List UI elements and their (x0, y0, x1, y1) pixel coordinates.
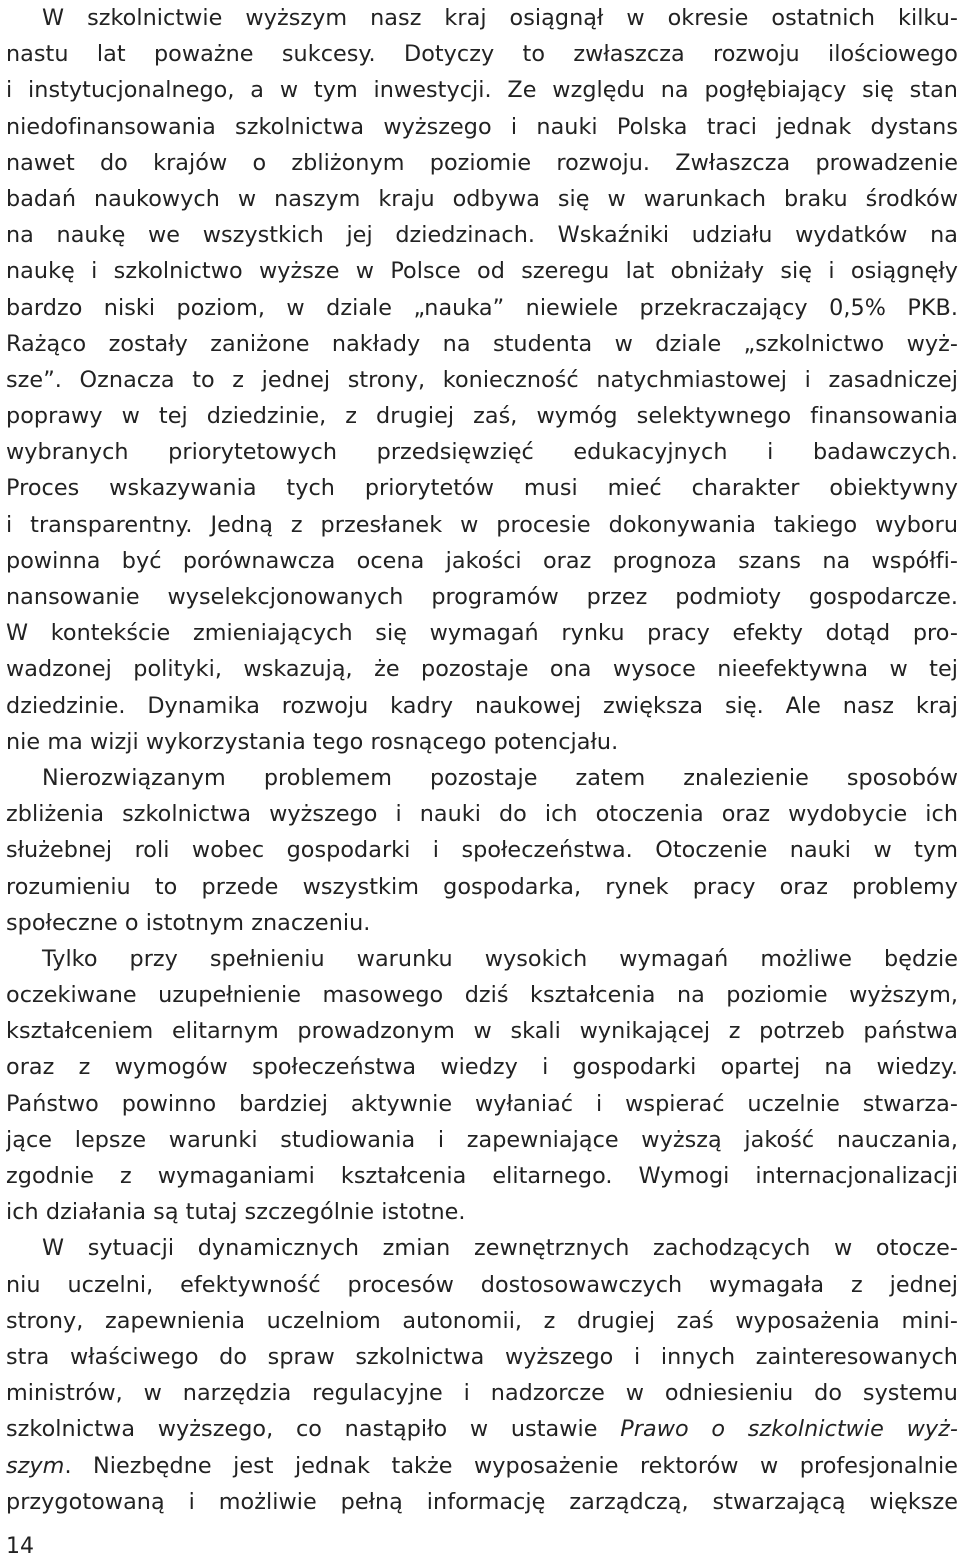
text-line: Rażąco zostały zaniżone nakłady na studenta w dziale „szkolnictwo wyż- (6, 330, 958, 357)
text-line: niedofinansowania szkolnictwa wyższego i nauki Polska traci jednak dystans (6, 113, 958, 140)
text-line: oczekiwane uzupełnienie masowego dziś kształcenia na poziomie wyższym, (6, 982, 958, 1009)
text-line: i instytucjonalnego, a w tym inwestycji. Ze względu na pogłębiający się stan (6, 77, 958, 104)
text-line: ich działania są tutaj szczególnie istotne. (6, 1199, 466, 1226)
text-line: bardzo niski poziom, w dziale „nauka” niewiele przekraczający 0,5% PKB. (6, 294, 958, 321)
text-line: stra właściwego do spraw szkolnictwa wyższego i innych zainteresowanych (6, 1343, 958, 1370)
text-line: wybranych priorytetowych przedsięwzięć edukacyjnych i badawczych. (6, 439, 958, 466)
text-line: Państwo powinno bardziej aktywnie wyłaniać i wspierać uczelnie stwarza- (6, 1090, 958, 1117)
paragraph-2 (6, 760, 958, 941)
paragraph-1 (6, 0, 958, 760)
text-line: Tylko przy spełnieniu warunku wysokich wymagań możliwe będzie (42, 945, 958, 972)
text-line: dziedzinie. Dynamika rozwoju kadry naukowej zwiększa się. Ale nasz kraj (6, 692, 958, 719)
paragraph-3 (6, 941, 958, 1231)
text-line: jące lepsze warunki studiowania i zapewniające wyższą jakość nauczania, (6, 1126, 958, 1153)
text-line: rozumieniu to przede wszystkim gospodarka, rynek pracy oraz problemy (6, 873, 958, 900)
text-span: szkolnictwa wyższego, co nastąpiło w ustawie (6, 1416, 621, 1443)
page-number: 14 (6, 1534, 34, 1559)
italic-title-part: Prawo o szkolnictwie wyż- (620, 1416, 958, 1443)
text-line: społeczne o istotnym znaczeniu. (6, 909, 371, 936)
text-line: strony, zapewnienia uczelniom autonomii, z drugiej zaś wyposażenia mini- (6, 1307, 958, 1334)
text-line: niu uczelni, efektywność procesów dostosowawczych wymagała z jednej (6, 1271, 958, 1298)
text-line: nie ma wizji wykorzystania tego rosnącego potencjału. (6, 728, 619, 755)
text-line: na naukę we wszystkich jej dziedzinach. Wskaźniki udziału wydatków na (6, 222, 958, 249)
text-span: . Niezbędne jest jednak także wyposażenie rektorów w profesjonalnie (64, 1452, 958, 1479)
text-line: powinna być porównawcza ocena jakości oraz prognoza szans na współfi- (6, 547, 958, 574)
text-line: oraz z wymogów społeczeństwa wiedzy i gospodarki opartej na wiedzy. (6, 1054, 958, 1081)
text-line: naukę i szkolnictwo wyższe w Polsce od szeregu lat obniżały się i osiągnęły (6, 258, 958, 285)
italic-title-part: szym (6, 1452, 65, 1479)
text-line: Proces wskazywania tych priorytetów musi mieć charakter obiektywny (6, 475, 958, 502)
document-page (6, 0, 958, 1565)
text-line: wadzonej polityki, wskazują, że pozostaje ona wysoce nieefektywna w tej (6, 656, 958, 683)
text-line: ministrów, w narzędzia regulacyjne i nadzorcze w odniesieniu do systemu (6, 1380, 958, 1407)
text-line: i transparentny. Jedną z przesłanek w procesie dokonywania takiego wyboru (6, 511, 958, 538)
text-line-with-italic-title (6, 1411, 958, 1447)
paragraph-4 (6, 1230, 958, 1520)
text-line: badań naukowych w naszym kraju odbywa się w warunkach braku środków (6, 185, 958, 212)
text-line: W sytuacji dynamicznych zmian zewnętrznych zachodzących w otocze- (42, 1235, 958, 1262)
text-line: nastu lat poważne sukcesy. Dotyczy to zwłaszcza rozwoju ilościowego (6, 41, 958, 68)
text-line: zbliżenia szkolnictwa wyższego i nauki do ich otoczenia oraz wydobycie ich (6, 801, 958, 828)
text-line: nawet do krajów o zbliżonym poziomie rozwoju. Zwłaszcza prowadzenie (6, 149, 958, 176)
text-line-with-italic-title (6, 1448, 958, 1484)
text-line: służebnej roli wobec gospodarki i społeczeństwa. Otoczenie nauki w tym (6, 837, 958, 864)
text-line: W kontekście zmieniających się wymagań rynku pracy efekty dotąd pro- (6, 620, 958, 647)
text-line: Nierozwiązanym problemem pozostaje zatem znalezienie sposobów (42, 764, 958, 791)
text-line: sze”. Oznacza to z jednej strony, konieczność natychmiastowej i zasadniczej (6, 366, 958, 393)
text-line: poprawy w tej dziedzinie, z drugiej zaś, wymóg selektywnego finansowania (6, 403, 958, 430)
text-line: przygotowaną i możliwie pełną informację zarządczą, stwarzającą większe (6, 1488, 958, 1515)
text-line: W szkolnictwie wyższym nasz kraj osiągnął w okresie ostatnich kilku- (42, 5, 958, 31)
text-line: zgodnie z wymaganiami kształcenia elitarnego. Wymogi internacjonalizacji (6, 1163, 958, 1189)
text-line: nansowanie wyselekcjonowanych programów przez podmioty gospodarcze. (6, 584, 958, 610)
text-line: kształceniem elitarnym prowadzonym w skali wynikającej z potrzeb państwa (6, 1018, 958, 1045)
